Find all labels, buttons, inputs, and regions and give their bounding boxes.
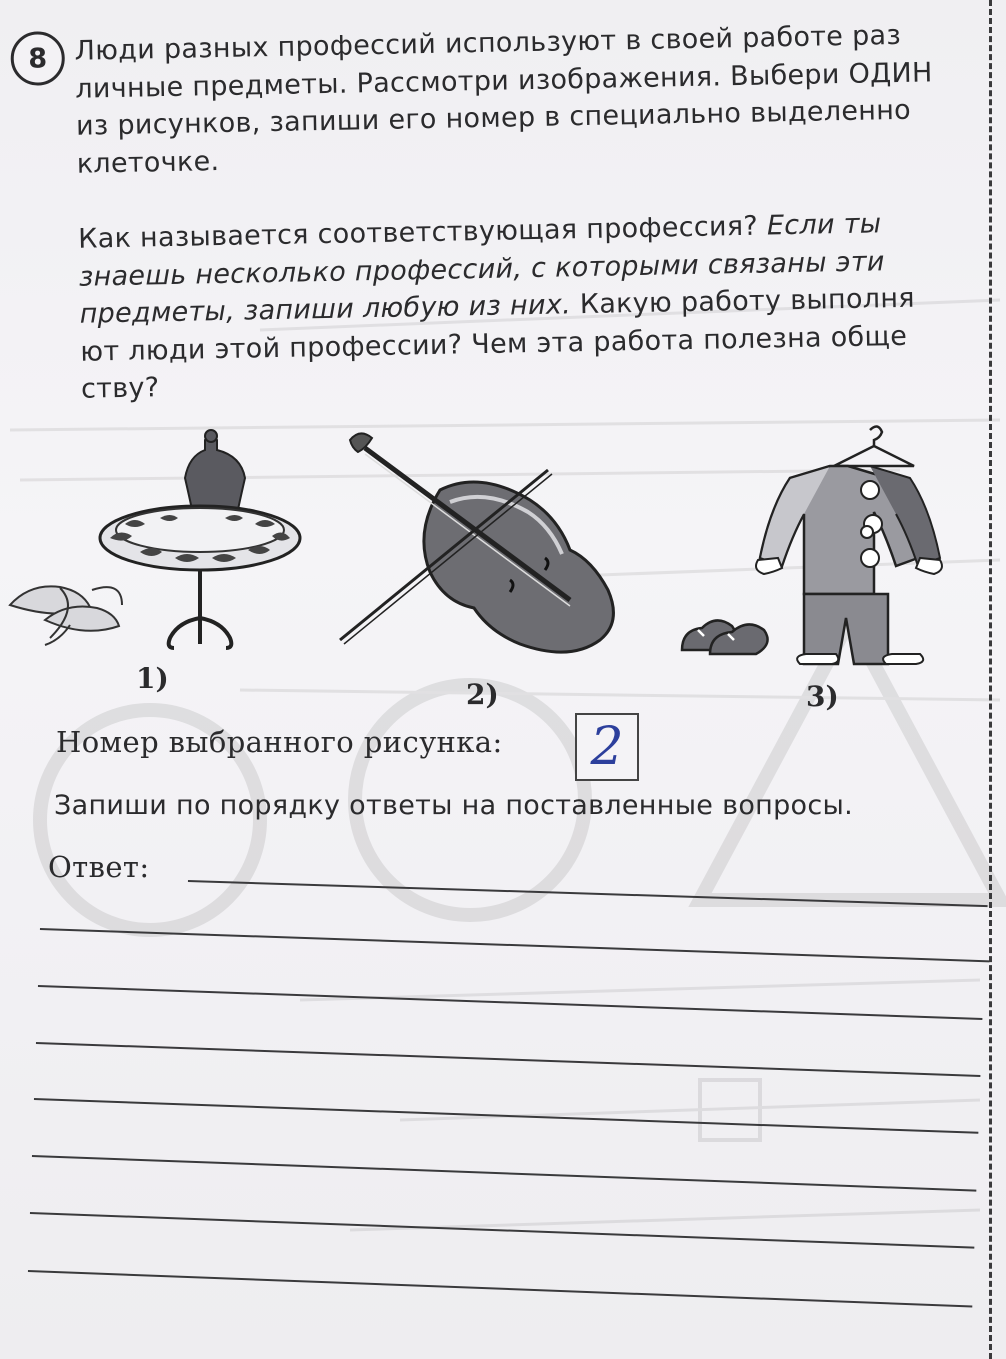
text-italic: Если ты [766, 208, 882, 242]
chosen-figure-number-value: 2 [590, 717, 624, 777]
figure-label-3: 3) [806, 680, 839, 713]
text-line: ют люди этой профессии? Чем эта работа полезна обще [80, 320, 908, 368]
ballet-tutu-mannequin-icon [0, 420, 320, 660]
answer-line-7[interactable] [30, 1212, 974, 1249]
answer-line-3[interactable] [38, 985, 982, 1020]
pointe-shoes-icon [10, 586, 122, 645]
text-line: клеточке. [76, 145, 220, 180]
text-line: знаешь несколько профессий, с которыми связаны эти [78, 245, 885, 293]
text-italic: предметы, запиши любую из них. [79, 289, 581, 330]
answer-label: Ответ: [48, 850, 150, 884]
task-number: 8 [10, 31, 65, 86]
text-line: личные предметы. Рассмотри изображения. Выбери ОДИН [75, 56, 933, 105]
text-normal: Какую работу выполня [579, 282, 916, 321]
text-normal: Как называется соответствующая профессия? [77, 210, 768, 255]
violin-bow-icon [330, 430, 640, 670]
answer-line-4[interactable] [36, 1042, 980, 1077]
clown-costume-icon [670, 420, 980, 670]
text-line: ству? [80, 372, 160, 405]
task-block [10, 2, 970, 405]
chosen-figure-label: Номер выбранного рисунка: [56, 725, 503, 759]
text-line: Люди разных профессий используют в своей работе раз [74, 19, 902, 67]
text-line: из рисунков, запиши его номер в специально выделенно [75, 94, 912, 142]
clown-shoes-icon [682, 620, 768, 654]
chosen-figure-number-box[interactable] [575, 713, 639, 781]
answer-line-6[interactable] [32, 1155, 976, 1192]
answer-line-2[interactable] [40, 928, 990, 962]
answer-line-1[interactable] [188, 880, 988, 907]
answer-line-8[interactable] [28, 1270, 972, 1307]
figure-label-2: 2) [466, 678, 499, 711]
instruction-text: Запиши по порядку ответы на поставленные вопросы. [54, 790, 853, 821]
figure-label-1: 1) [136, 662, 169, 695]
figures-row [0, 420, 980, 720]
answer-line-5[interactable] [34, 1098, 978, 1134]
task-paragraph-2 [78, 203, 1001, 408]
task-paragraph-1 [74, 15, 997, 183]
